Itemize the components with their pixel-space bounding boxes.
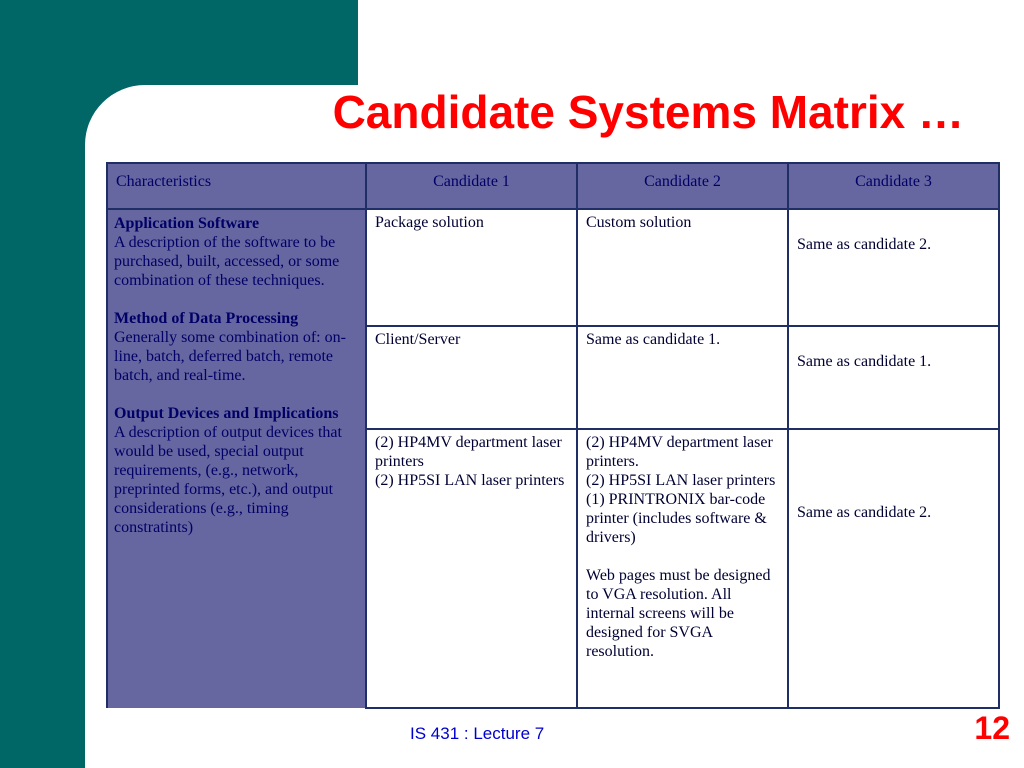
header-candidate-2: Candidate 2 [577,163,788,209]
candidate-matrix-table [106,162,1000,709]
cell-r1-c1: Package solution [366,209,577,326]
cell-r2-c3: Same as candidate 1. [788,326,999,429]
cell-r3-c2: (2) HP4MV department laser printers. (2) HP5SI LAN laser printers (1) PRINTRONIX bar-code printer (includes software & drivers) Web pages must be designed to VGA resolution. All internal screens will be designed for SVGA resolution. [577,429,788,708]
cell-r1-c3: Same as candidate 2. [788,209,999,326]
characteristics-cell [107,209,366,708]
cell-r3-c1: (2) HP4MV department laser printers (2) HP5SI LAN laser printers [366,429,577,708]
char-heading-data-processing: Method of Data Processing [114,310,299,327]
char-heading-output-devices: Output Devices and Implications [114,405,339,422]
header-characteristics: Characteristics [107,163,366,209]
char-heading-application-software: Application Software [114,215,260,232]
char-description-data-processing: Generally some combination of: on-line, batch, deferred batch, remote batch, and real-time. [114,329,346,384]
header-candidate-1: Candidate 1 [366,163,577,209]
table-row [107,209,999,326]
top-white-strip [358,0,1024,85]
header-candidate-3: Candidate 3 [788,163,999,209]
footer-lecture: IS 431 : Lecture 7 [410,724,545,743]
cell-r2-c2: Same as candidate 1. [577,326,788,429]
page-number: 12 [974,710,1010,746]
cell-r3-c3: Same as candidate 2. [788,429,999,708]
cell-r1-c2: Custom solution [577,209,788,326]
char-description-output-devices: A description of output devices that would be used, special output requirements, (e.g., network, preprinted forms, etc.), and output considerations (e.g., timing constratints) [114,424,342,536]
cell-r3-c2-note: Web pages must be designed to VGA resolution. All internal screens will be designed for SVGA resolution. [586,567,771,660]
slide-title: Candidate Systems Matrix … [332,86,964,138]
cell-r2-c1: Client/Server [366,326,577,429]
char-description-application-software: A description of the software to be purchased, built, accessed, or some combination of these techniques. [114,234,340,289]
header-row [107,163,999,209]
